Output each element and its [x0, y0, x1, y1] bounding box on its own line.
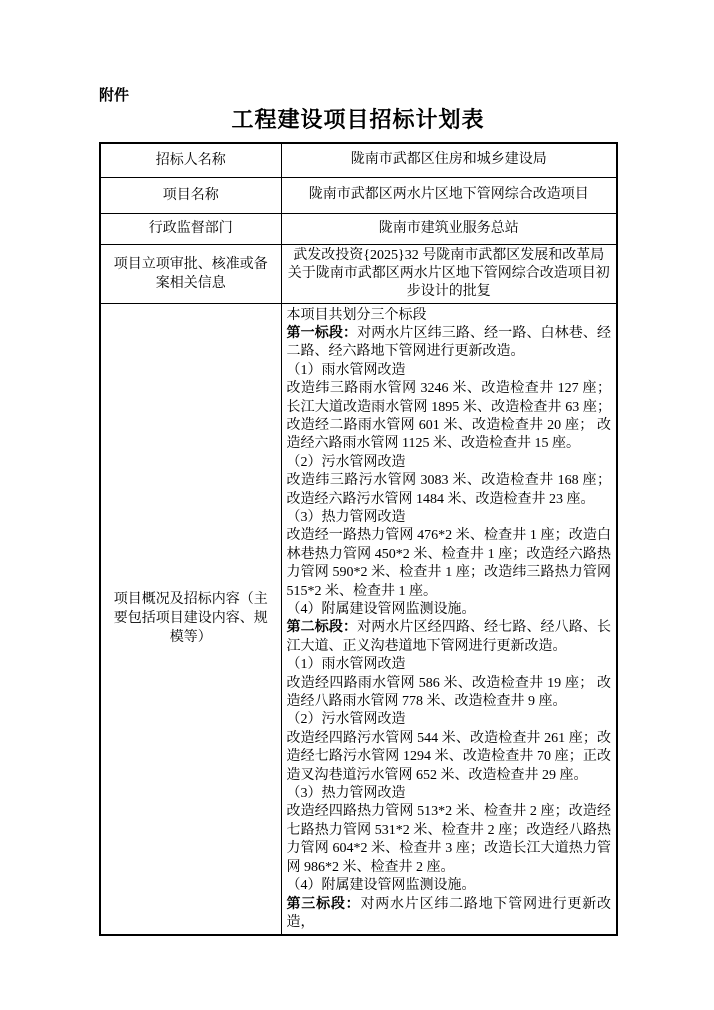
overview-paragraph: （1）雨水管网改造 [286, 362, 406, 378]
overview-paragraph: 改造经四路热力管网 513*2 米、检查井 2 座；改造经七路热力管网 531*2 米、检查井 2 座；改造经八路热力管网 604*2 米、检查井 3 座；改造长江大道热力管网 986*2 米、检查井 2 座。 [286, 804, 611, 875]
overview-paragraph: 本项目共划分三个标段 [286, 307, 427, 323]
overview-paragraph: （4）附属建设管网监测设施。 [286, 878, 476, 894]
overview-paragraph-list [287, 307, 612, 933]
overview-paragraph: 改造纬三路污水管网 3083 米、改造检查井 168 座；改造经六路污水管网 1484 米、改造检查井 23 座。 [286, 473, 611, 507]
overview-paragraph: 改造经四路污水管网 544 米、改造检查井 261 座；改造经七路污水管网 1294 米、改造检查井 70 座；正改造叉沟巷道污水管网 652 米、改造检查井 29 座。 [286, 730, 611, 783]
row-label: 项目名称 [100, 177, 281, 213]
table-row-approval-info [100, 244, 617, 303]
overview-paragraph: （4）附属建设管网监测设施。 [286, 602, 476, 617]
overview-paragraph: 改造纬三路雨水管网 3246 米、改造检查井 127 座；长江大道改造雨水管网 1895 米、改造检查井 63 座；改造经二路雨水管网 601 米、改造检查井 20 座； 改造经六路雨水管网 1125 米、改造检查井 15 座。 [286, 381, 611, 452]
overview-paragraph: 改造经一路热力管网 476*2 米、检查井 1 座；改造白林巷热力管网 450*2 米、检查井 1 座；改造经六路热力管网 590*2 米、检查井 1 座；改造纬三路热力管网 515*2 米、检查井 1 座。 [286, 528, 611, 599]
row-label: 项目立项审批、核准或备案相关信息 [100, 244, 281, 303]
overview-paragraph: （3）热力管网改造 [286, 509, 406, 525]
row-value: 陇南市建筑业服务总站 [281, 213, 617, 244]
bidding-plan-table [99, 142, 618, 936]
table-row-supervision-dept [100, 213, 617, 244]
overview-paragraph: 第一标段：对两水片区纬三路、经一路、白林巷、经二路、经六路地下管网进行更新改造。 [286, 325, 612, 360]
row-value: 武发改投资{2025}32 号陇南市武都区发展和改革局关于陇南市武都区两水片区地下管网综合改造项目初步设计的批复 [281, 244, 617, 303]
row-label: 行政监督部门 [100, 213, 281, 244]
row-label: 项目概况及招标内容（主要包括项目建设内容、规模等） [100, 303, 281, 935]
overview-paragraph: 第二标段：对两水片区经四路、经七路、经八路、长江大道、正义沟巷道地下管网进行更新改造。 [286, 620, 612, 654]
bid-section-label: 第三标段： [286, 896, 361, 912]
overview-paragraph: （2）污水管网改造 [286, 454, 406, 470]
bid-section-label: 第二标段： [286, 620, 358, 636]
page-title: 工程建设项目招标计划表 [231, 107, 485, 132]
overview-paragraph: （3）热力管网改造 [286, 786, 406, 802]
table-row-project-name [100, 177, 617, 213]
row-value: 陇南市武都区住房和城乡建设局 [281, 143, 617, 177]
table-row-bidder-name [100, 143, 617, 177]
overview-paragraph: 第三标段：对两水片区纬二路地下管网进行更新改造， [286, 896, 612, 930]
bid-section-label: 第一标段： [286, 325, 358, 341]
overview-paragraph: （2）污水管网改造 [286, 712, 406, 728]
overview-content [281, 303, 617, 935]
table-row-project-overview [100, 303, 617, 935]
overview-paragraph: （1）雨水管网改造 [286, 657, 406, 673]
row-value: 陇南市武都区两水片区地下管网综合改造项目 [281, 177, 617, 213]
attachment-label: 附件 [99, 88, 130, 104]
overview-paragraph: 改造经四路雨水管网 586 米、改造检查井 19 座； 改造经八路雨水管网 778 米、改造检查井 9 座。 [286, 675, 611, 710]
row-label: 招标人名称 [100, 143, 281, 177]
